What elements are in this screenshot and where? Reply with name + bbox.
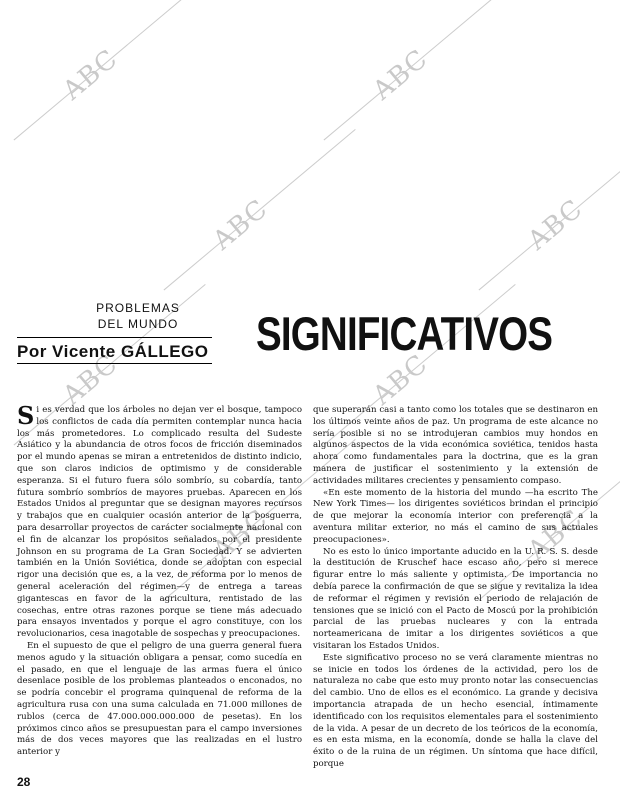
paragraph: «En este momento de la historia del mundo —ha escrito The New York Times— los dirigentes soviéticos brindan el principio de que mejorar la economía interior con preferencia a la aventura militar exterior, no más el camino de sus actuales preocupaciones». [313,487,598,545]
article-column-1 [17,401,302,759]
watermark: ABC [207,503,274,567]
watermark: ABC [522,193,589,257]
paragraph-text: i es verdad que los árboles no dejan ver el bosque, tampoco los conflictos de cada día permiten contemplar nunca hacia los más prometedores. Lo complicado resulta del Sudeste Asiático y la abundancia de otros focos de fricción diseminados por el mundo apenas se miran a entretenidos de distinto indicio, que son claros indicios de optimismo y de considerable esperanza. Si el futuro fuera sólo sombrío, su cobardía, tanto futura sombrío sombríos de mayores pruebas. Aparecen en los Estados Unidos al preguntar que se designan mayores recursos y trabajos que en cualquier ocasión anterior de la posguerra, para desarrollar proyectos de carácter socialmente nacional con el fin de alcanzar los propósitos señalados por el presidente Johnson en su programa de La Gran Sociedad. Y se advierten también en la Unión Soviética, donde se adoptan con especial rigor una decisión que es, a la vez, de reforma por lo menos de general aceleración del régimen—y de entrega a tareas gigantescas en favor de la agricultura, rentistado de las cosechas, entre otras razones porque se tiene más adecuado para ensayos inventados y porque el agro constituye, con los revolucionarios, cesa inagotable de sospechas y preocupaciones. [17,405,302,640]
watermark: ABC [367,43,434,107]
article-column-2 [313,405,598,771]
paragraph: No es esto lo único importante aducido en la U. R. S. S. desde la destitución de Kruschef hace escaso año, pero si merece figurar entre lo más saliente y optimista. De importancia no debía parece la confirmación de que se sigue y revitaliza la idea de reformar el régimen y revisión el periodo de relajación de tensiones que se inició con el Pacto de Moscú por la prohibición parcial de las pruebas nucleares y con la entrada norteamericana de imitar a los dirigentes soviéticos a que visitaran los Estados Unidos. [313,546,598,651]
watermark: ABC [367,348,434,412]
byline: Por Vicente GÁLLEGO [17,342,209,361]
watermark: ABC [57,348,124,412]
paragraph: que superarán casi a tanto como los totales que se destinaron en los últimos veinte años de paz. Un programa de este alcance no sería posible si no se introdujeran cambios muy hondos en algunos aspectos de la vida económica soviética, tenidos hasta ahora como fundamentales para la doctrina, que es la gran manera de justificar el sostenimiento y la extensión de actividades militares crecientes y pensamiento compaso. [313,405,598,486]
kicker-line-1: PROBLEMAS [96,301,180,315]
section-kicker [78,300,198,332]
page-number: 28 [17,775,31,789]
drop-cap: S [17,401,35,430]
kicker-line-2: DEL MUNDO [97,317,179,331]
divider [17,363,212,364]
paragraph [17,401,302,641]
watermark: ABC [207,193,274,257]
watermark: ABC [522,503,589,567]
paragraph: Este significativo proceso no se verá claramente mientras no se inicie en todos los órdenes de la actividad, pero los de naturaleza no cabe que esto muy pronto notar las consecuencias del cambio. Uno de ellos es el económico. La grande y decisiva importancia atrapada de un hecho esencial, íntimamente identificado con los requisitos elementales para el sostenimiento de la vida. A pesar de un decreto de los teóricos de la economía, es en esta misma, en la economía, donde se halla la clave del éxito o de la ruina de un régimen. Un síntoma que hace difícil, porque [313,652,598,769]
headline: SIGNIFICATIVOS [256,307,553,360]
watermark: ABC [57,43,124,107]
divider [17,337,212,338]
paragraph: En el supuesto de que el peligro de una guerra general fuera menos agudo y la situación obligara a pensar, como sucedía en el pasado, en que el lenguaje de las armas fuera el único desenlace posible de los problemas planteados o enconados, no se podría concebir el programa quinquenal de reforma de la agricultura rusa con una suma calculada en 71.000 millones de rublos (cerca de 47.000.000.000.000 de pesetas). En los próximos cinco años se presupuestan para el campo inversiones más de dos veces mayores que las realizadas en el lustro anterior y [17,640,302,758]
